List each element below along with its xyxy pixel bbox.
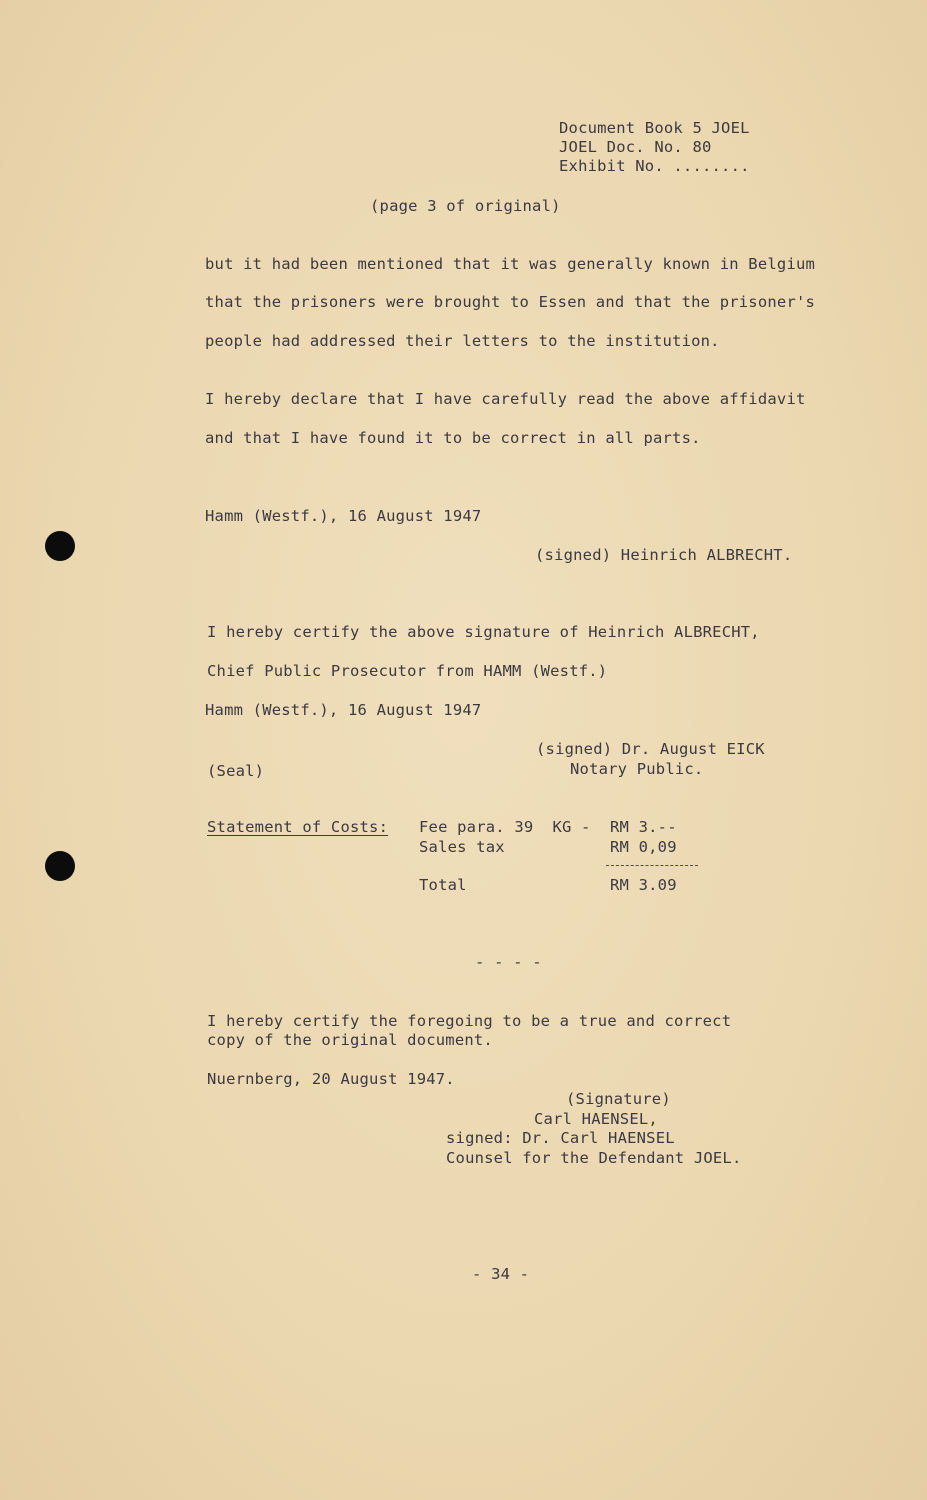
declaration-line-2: and that I have found it to be correct in all parts. [205,429,701,447]
final-certify-line-1: I hereby certify the foregoing to be a true and correct [207,1012,732,1030]
signature-counsel: Counsel for the Defendant JOEL. [446,1149,742,1167]
declaration-line-1: I hereby declare that I have carefully read the above affidavit [205,390,806,408]
separator: - - - - [475,953,542,971]
costs-label: Statement of Costs: [207,818,389,836]
final-certify-line-2: copy of the original document. [207,1031,493,1049]
paragraph-line-3: people had addressed their letters to the institution. [205,332,720,350]
page-note: (page 3 of original) [370,197,561,215]
page-number: - 34 - [472,1265,530,1283]
costs-sum-rule [606,865,698,866]
punch-hole-bottom [45,851,75,881]
place-date-2: Nuernberg, 20 August 1947. [207,1070,455,1088]
costs-total-label: Total [419,876,467,894]
header-doc-number: JOEL Doc. No. 80 [559,138,712,156]
seal-label: (Seal) [207,762,265,780]
signed-albrecht: (signed) Heinrich ALBRECHT. [535,546,793,564]
signature-name: Carl HAENSEL, [534,1110,658,1128]
paragraph-line-2: that the prisoners were brought to Essen and that the prisoner's [205,293,816,311]
punch-hole-top [45,531,75,561]
costs-tax-value: RM 0,09 [610,838,677,856]
notary-title: Notary Public. [570,760,704,778]
header-exhibit: Exhibit No. ........ [559,157,750,175]
costs-fee-label: Fee para. 39 KG - [419,818,591,836]
signature-signed: signed: Dr. Carl HAENSEL [446,1129,675,1147]
costs-total-value: RM 3.09 [610,876,677,894]
place-date-1: Hamm (Westf.), 16 August 1947 [205,507,482,525]
header-doc-book: Document Book 5 JOEL [559,119,750,137]
signed-eick: (signed) Dr. August EICK [536,740,765,758]
certify-line-1: I hereby certify the above signature of Heinrich ALBRECHT, [207,623,760,641]
paragraph-line-1: but it had been mentioned that it was generally known in Belgium [205,255,816,273]
certify-line-2: Chief Public Prosecutor from HAMM (Westf.) [207,662,608,680]
certify-line-3: Hamm (Westf.), 16 August 1947 [205,701,482,719]
costs-fee-value: RM 3.-- [610,818,677,836]
costs-tax-label: Sales tax [419,838,505,856]
signature-note: (Signature) [566,1090,671,1108]
